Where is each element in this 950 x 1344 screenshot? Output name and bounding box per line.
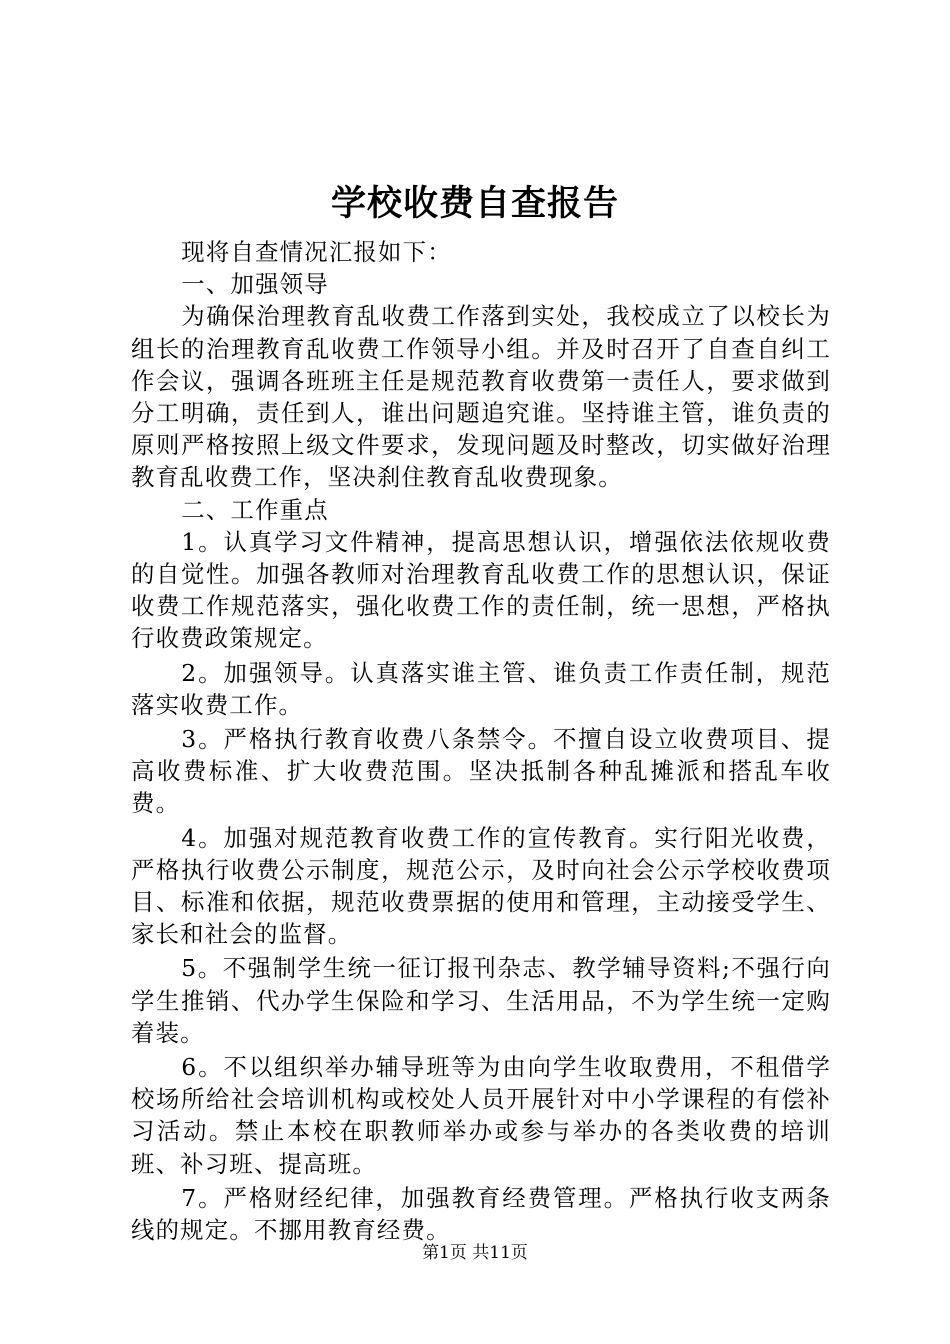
key-work-item-4: 4。加强对规范教育收费工作的宣传教育。实行阳光收费，严格执行收费公示制度，规范公示，及时向社会公示学校收费项目、标准和依据，规范收费票据的使用和管理，主动接受学生、家长和社会的监督。	[131, 823, 831, 949]
intro-paragraph: 现将自查情况汇报如下：	[181, 238, 452, 266]
leadership-paragraph: 为确保治理教育乱收费工作落到实处，我校成立了以校长为组长的治理教育乱收费工作领导小组。并及时召开了自查自纠工作会议，强调各班班主任是规范教育收费第一责任人，要求做到分工明确，责任到人，谁出问题追究谁。坚持谁主管，谁负责的原则严格按照上级文件要求，发现问题及时整改，切实做好治理教育乱收费工作，坚决刹住教育乱收费现象。	[131, 302, 831, 492]
document-body	[131, 236, 831, 1246]
key-work-item-7: 7。严格财经纪律，加强教育经费管理。严格执行收支两条线的规定。不挪用教育经费。	[131, 1183, 831, 1245]
key-work-item-5: 5。不强制学生统一征订报刊杂志、教学辅导资料;不强行向学生推销、代办学生保险和学习、生活用品，不为学生统一定购着装。	[131, 954, 831, 1047]
key-work-item-6: 6。不以组织举办辅导班等为由向学生收取费用，不租借学校场所给社会培训机构或校处人员开展针对中小学课程的有偿补习活动。禁止本校在职教师举办或参与举办的各类收费的培训班、补习班、提高班。	[131, 1053, 831, 1178]
section-heading-key-work: 二、工作重点	[181, 495, 329, 524]
page-number-label: 第1页 共11页	[422, 1243, 528, 1263]
key-work-item-2: 2。加强领导。认真落实谁主管、谁负责工作责任制，规范落实收费工作。	[131, 658, 831, 719]
key-work-item-3: 3。严格执行教育收费八条禁令。不擅自设立收费项目、提高收费标准、扩大收费范围。坚决抵制各种乱摊派和搭乱车收费。	[131, 725, 831, 818]
document-title: 学校收费自查报告	[330, 183, 619, 224]
key-work-item-1: 1。认真学习文件精神，提高思想认识，增强依法依规收费的自觉性。加强各教师对治理教育乱收费工作的思想认识，保证收费工作规范落实，强化收费工作的责任制，统一思想，严格执行收费政策规定。	[131, 527, 831, 653]
page-footer	[0, 1241, 950, 1265]
section-heading-leadership: 一、加强领导	[181, 270, 329, 299]
